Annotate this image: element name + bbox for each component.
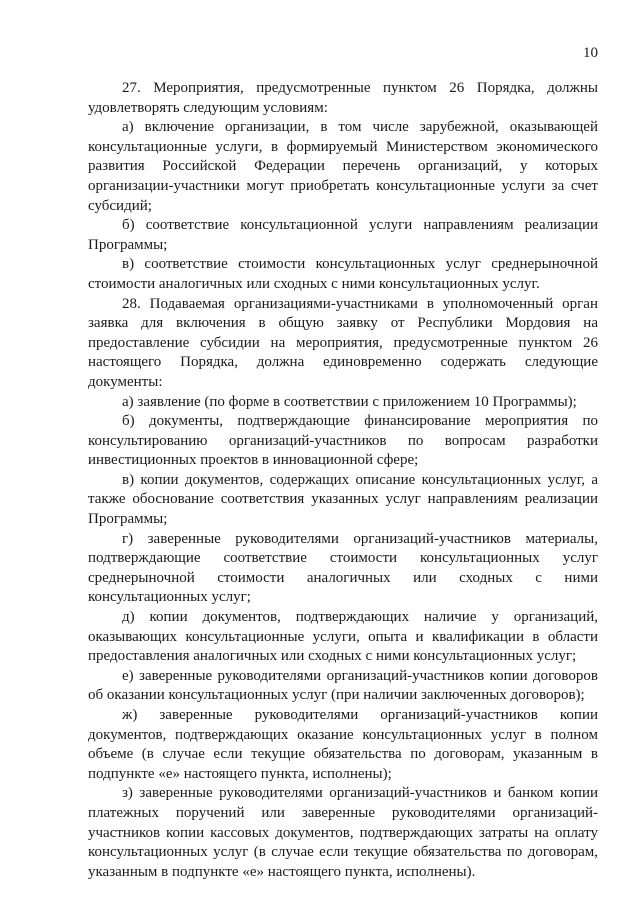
paragraph-28-item-b: б) документы, подтверждающие финансирование мероприятия по консультированию организаций-участников по вопросам разработки инвестиционных проектов в инновационной сфере; [88, 413, 598, 469]
paragraph-27-item-b: б) соответствие консультационной услуги направлениям реализации Программы; [88, 217, 598, 253]
paragraph-27-item-a: а) включение организации, в том числе зарубежной, оказывающей консультационные услуги, в формируемый Министерством экономического развития Российской Федерации перечень организаций, у которых организации-участники могут приобретать консультационные услуги за счет субсидий; [88, 119, 598, 214]
paragraph-28-item-g: г) заверенные руководителями организаций-участников материалы, подтверждающие соответствие стоимости консультационных услуг среднерыночной стоимости аналогичных или сходных с ними консультационных услуг; [88, 530, 598, 606]
paragraph-27-item-v: в) соответствие стоимости консультационных услуг среднерыночной стоимости аналогичных или сходных с ними консультационных услуг. [88, 256, 598, 292]
paragraph-28-intro: 28. Подаваемая организациями-участниками в уполномоченный орган заявка для включения в общую заявку от Республики Мордовия на предоставление субсидии на мероприятия, предусмотренные пунктом 26 настоящего Порядка, должна единовременно содержать следующие документы: [88, 295, 598, 390]
paragraph-28-item-v: в) копии документов, содержащих описание консультационных услуг, а также обоснование соответствия указанных услуг направлениям реализации Программы; [88, 471, 598, 528]
page-number: 10 [583, 45, 598, 61]
paragraph-28-item-a: а) заявление (по форме в соответствии с приложением 10 Программы); [122, 393, 577, 410]
paragraph-27-intro: 27. Мероприятия, предусмотренные пунктом 26 Порядка, должны удовлетворять следующим условиям: [88, 80, 598, 116]
paragraph-28-item-zh: ж) заверенные руководителями организаций-участников копии документов, подтверждающих оказание консультационных услуг в полном объеме (в случае если текущие обязательства по договорам, указанным в подпункте «е» настоящего пункта, исполнены); [88, 707, 598, 782]
paragraph-28-item-e: е) заверенные руководителями организаций-участников копии договоров об оказании консультационных услуг (при наличии заключенных договоров); [88, 667, 598, 704]
document-body [88, 79, 598, 882]
paragraph-28-item-d: д) копии документов, подтверждающих наличие у организаций, оказывающих консультационные услуги, опыта и квалификации в области предоставления аналогичных или сходных с ними консультационных услуг; [88, 609, 598, 665]
paragraph-28-item-z: з) заверенные руководителями организаций-участников и банком копии платежных поручений или заверенные руководителями организаций-участников копии кассовых документов, подтверждающих затраты на оплату консультационных услуг (в случае если текущие обязательства по договорам, указанным в подпункте «е» настоящего пункта, исполнены). [88, 785, 598, 880]
